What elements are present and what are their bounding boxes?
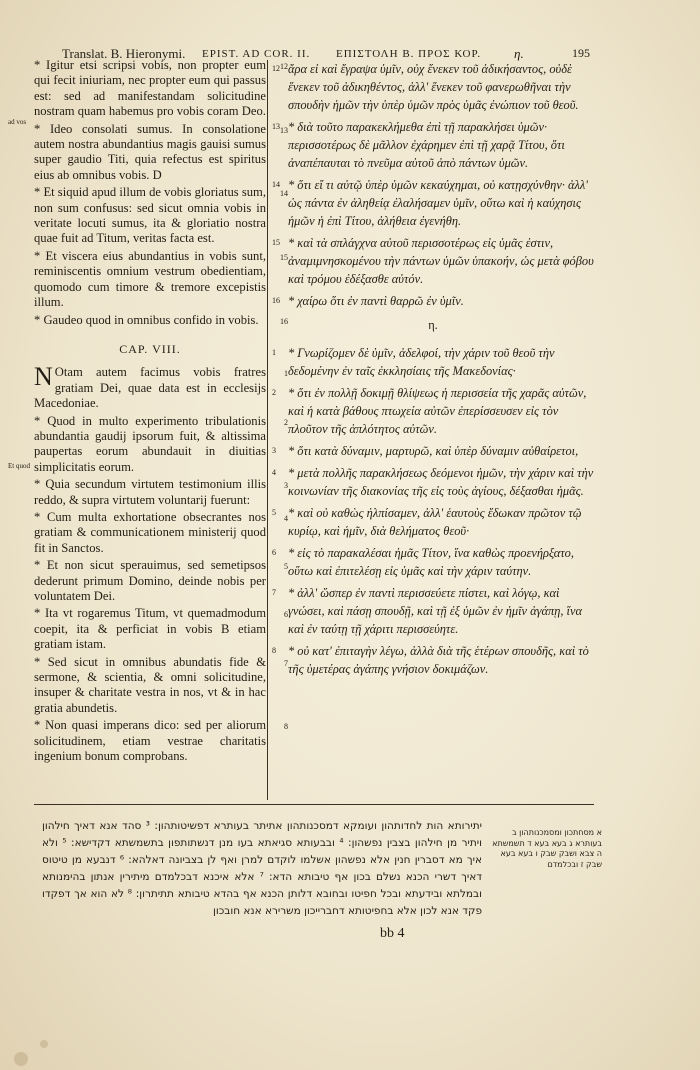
header-letter: η.: [514, 46, 524, 61]
greek-verse: 16 * χαίρω ὅτι ἐν παντὶ θαρρῶ ἐν ὑμῖν.: [272, 294, 464, 308]
greek-verse: 14 * ὅτι εἴ τι αὐτῷ ὑπὲρ ὑμῶν κεκαύχημαι, οὐ κατῃσχύνθην· ἀλλ' ὡς πάντα ἐν ἀληθείᾳ ἐλαλήσαμεν ὑμῖν, οὕτω καὶ ἡ καύχησις ἡμῶν ἡ ἐπὶ Τίτου, ἀλήθεια ἐγενήθη.: [272, 178, 588, 228]
latin-verse: * Ita vt rogaremus Titum, vt quemadmodum coepit, ita & perficiat in vobis B etiam gratiam istam. 6: [34, 606, 288, 652]
latin-verse: * Et viscera eius abundantius in vobis sunt, reminiscentis omnium vestrum obedientiam, quomodo cum timore & tremore excepistis illum. 15: [34, 248, 288, 310]
greek-verse: 4 * μετὰ πολλῆς παρακλήσεως δεόμενοι ἡμῶν, τὴν χάριν καὶ τὴν κοινωνίαν τῆς διακονίας τῆς εἰς τοὺς ἁγίους, δέξασθαι ἡμᾶς.: [272, 466, 594, 498]
latin-verse: * Et siquid apud illum de vobis gloriatus sum, non sum confusus: sed sicut omnia vobis in veritate locuti sumus, ita & gloriatio nostra quae fuit ad Titum, veritas facta est. 14: [34, 185, 288, 246]
greek-verse: 1 * Γνωρίζομεν δὲ ὑμῖν, ἀδελφοί, τὴν χάριν τοῦ θεοῦ τὴν δεδομένην ἐν ταῖς ἐκκλησίαις τῆς Μακεδονίας·: [272, 346, 555, 378]
latin-verse: * Cum multa exhortatione obsecrantes nos gratiam & communicationem ministerij quod fit in Sanctos. 4: [34, 509, 288, 555]
greek-verse: 7 * ἀλλ' ὥσπερ ἐν παντὶ περισσεύετε πίστει, καὶ λόγῳ, καὶ γνώσει, καὶ πάσῃ σπουδῇ, καὶ τῇ ἐξ ὑμῶν ἐν ἡμῖν ἀγάπῃ, ἵνα καὶ ἐν ταύτῃ τῇ χάριτι περισσεύητε.: [272, 586, 582, 636]
header-greek-title: ΕΠΙΣΤΟΛΗ Β. ΠΡΟΣ ΚΟΡ.: [336, 48, 482, 60]
greek-verse: 3 * ὅτι κατὰ δύναμιν, μαρτυρῶ, καὶ ὑπὲρ δύναμιν αὐθαίρετοι,: [272, 444, 579, 458]
drop-cap: N: [34, 362, 53, 392]
greek-verse: 12 ἄρα εἰ καὶ ἔγραψα ὑμῖν, οὐχ ἕνεκεν τοῦ ἀδικήσαντος, οὐδὲ ἕνεκεν τοῦ ἀδικηθέντος, ἀλλ' ἕνεκεν τοῦ φανερωθῆναι τὴν σπουδὴν ἡμῶν τὴν ὑπὲρ ὑμῶν πρὸς ὑμᾶς ἐνώπιον τοῦ θεοῦ.: [272, 62, 579, 112]
greek-verse: 13 * διὰ τοῦτο παρακεκλήμεθα ἐπὶ τῇ παρακλήσει ὑμῶν· περισσοτέρως δὲ μᾶλλον ἐχάρημεν ἐπὶ τῇ χαρᾷ Τίτου, ὅτι ἀναπέπαυται τὸ πνεῦμα αὐτοῦ ἀπὸ πάντων ὑμῶν.: [272, 120, 565, 170]
latin-verse: * Non quasi imperans dico: sed per aliorum solicitudinem, etiam vestrae charitatis ingenium bonum comprobans. 8: [34, 718, 288, 764]
latin-verse: * Quod in multo experimento tribulationis abundantia gaudij ipsorum fuit, & altissima paupertas eorum abundauit in diuitias simplicitatis eorum. 2: [34, 413, 288, 474]
greek-verse: 5 * καὶ οὐ καθὼς ἠλπίσαμεν, ἀλλ' ἑαυτοὺς ἔδωκαν πρῶτον τῷ κυρίῳ, καὶ ἡμῖν, διὰ θελήματος θεοῦ·: [272, 506, 582, 538]
greek-verse: 2 * ὅτι ἐν πολλῇ δοκιμῇ θλίψεως ἡ περισσεία τῆς χαρᾶς αὐτῶν, καὶ ἡ κατὰ βάθους πτωχεία αὐτῶν ἐπερίσσευσεν εἰς τὸν πλοῦτον τῆς ἁπλότητος αὐτῶν.: [272, 386, 587, 436]
chapter-heading: CAP. VIII.: [119, 341, 181, 356]
margin-note: ad vos: [8, 118, 27, 126]
latin-verse: * Gaudeo quod in omnibus confido in vobis. 16: [34, 312, 288, 327]
section-divider: [34, 804, 594, 805]
age-spot: [14, 1052, 28, 1066]
latin-verse: N Otam autem facimus vobis fratres gratiam Dei, quae data est in ecclesijs Macedoniae. 1: [34, 362, 288, 411]
latin-verse: * Et non sicut sperauimus, sed semetipsos dederunt primum Domino, deinde nobis per voluntatem Dei. 5: [34, 558, 288, 603]
greek-verse: 8 * οὐ κατ' ἐπιταγὴν λέγω, ἀλλὰ διὰ τῆς ἑτέρων σπουδῆς, καὶ τὸ τῆς ὑμετέρας ἀγάπης γνήσιον δοκιμάζων.: [272, 644, 589, 676]
greek-column: [272, 60, 594, 682]
page-number: 195: [572, 46, 590, 60]
header-latin-title: Translat. B. Hieronymi.: [62, 46, 186, 61]
latin-verse: * Sed sicut in omnibus abundatis fide & sermone, & scientia, & omni solicitudine, insuper & charitate vestra in nos, vt & in hac gratia abundetis. 7: [34, 654, 288, 715]
latin-verse: * Ideo consolati sumus. In consolatione autem nostra abundantius magis gauisi sumus super gaudio Titi, quia refectus est spiritus eius ab omnibus vobis. D 13: [34, 121, 288, 182]
header-epistle: EPIST. AD COR. II.: [202, 48, 311, 60]
greek-verse: 6 * εἰς τὸ παρακαλέσαι ἡμᾶς Τίτον, ἵνα καθὼς προενήρξατο, οὕτω καὶ ἐπιτελέσῃ εἰς ὑμᾶς καὶ τὴν χάριν ταύτην.: [272, 546, 574, 578]
latin-column: [34, 58, 288, 766]
latin-verse: * Quia secundum virtutem testimonium illis reddo, & supra virtutem voluntarij fuerunt: 3: [34, 477, 288, 507]
age-spot: [40, 1040, 48, 1048]
greek-verse: 15 * καὶ τὰ σπλάγχνα αὐτοῦ περισσοτέρως εἰς ὑμᾶς ἐστιν, ἀναμιμνησκομένου τὴν πάντων ὑμῶν ὑπακοήν, ὡς μετὰ φόβου καὶ τρόμου ἐδέξασθε αὐτόν.: [272, 236, 594, 286]
hebrew-notes: א מסחתכון ומסמכנותהון ב בעותרא ג בעא בעא ד תשמשתא ה צבא ושבק שבק ו בעא בעא שבק ז ובכלמדם: [492, 828, 602, 869]
column-divider: [267, 60, 268, 800]
latin-verse: * Igitur etsi scripsi vobis, non propter eum qui fecit iniuriam, nec propter eum qui passus est: sed ad manifestandam solicitudine nostram quam habemus pro vobis coram Deo. 12: [34, 58, 288, 119]
signature-mark: bb 4: [380, 926, 405, 941]
hebrew-main-text: יתירותא הות לחדותהון ועומקא דמסכנותהון אתיתר בעותרא דפשיטותהון: ³ סהד אנא דאיך חילהון ויתיר מן חילהון בצבין נפשהון: ⁴ ובבעותא סגיאתא בעו מנן דנשתותפון בתשמשתא דקדישא: ⁵ ולא איך מא דסברין חנין אלא נפשהון אשלמו לוקדם למרן ואף לן בצביונה דאלהא: ⁶ דנבעא מן טיטוס דאיך דשרי הכנא נשלם בכון אף טיבותא הדא: ⁷ אלא איכנא דבכלמדם מיתירין אנתון בהימנותא ובמלתא ובידעתא ובכל חפיטו ובחובא דלותן הכנא אף בהדא טיבותא תתיתרון: ⁸ לא הוא אך דפקדו פקד אנא לכון אלא בחפיטותא דחברייכון משרירא אנא חובכון: [42, 820, 482, 917]
hebrew-section: [34, 818, 602, 933]
margin-note: Et quod: [8, 462, 30, 470]
greek-chapter-heading: η.: [428, 318, 438, 332]
